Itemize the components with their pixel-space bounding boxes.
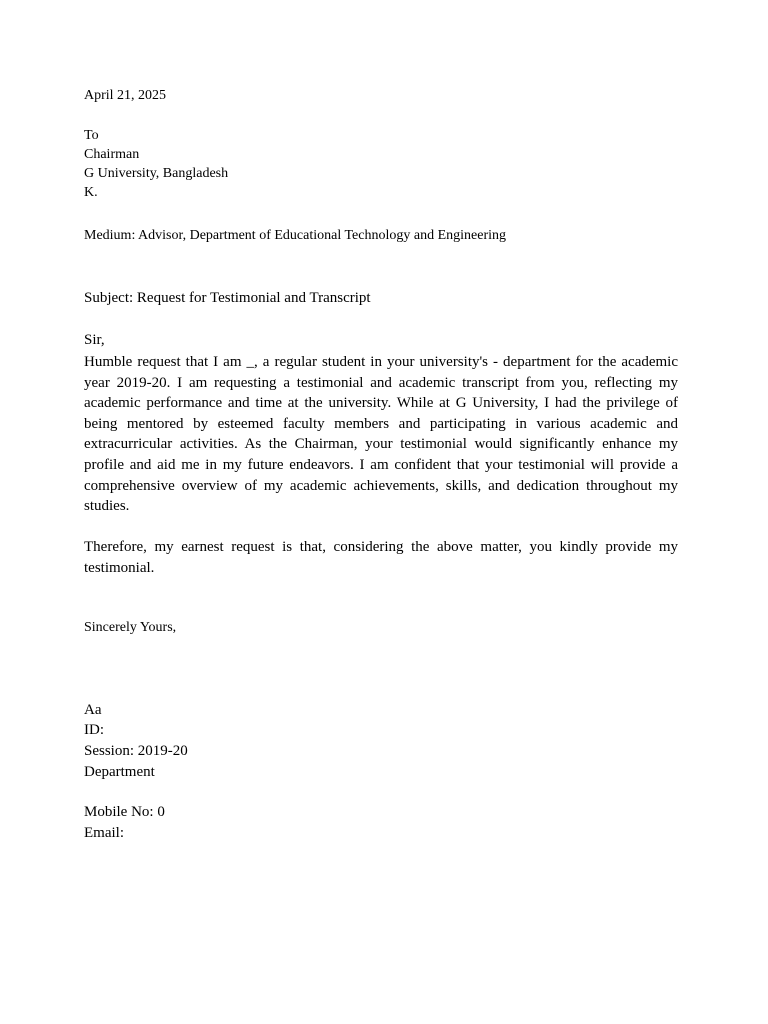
recipient-to: To (84, 128, 99, 143)
sender-session: Session: 2019-20 (84, 743, 188, 759)
subject-line: Subject: Request for Testimonial and Transcript (84, 290, 371, 306)
recipient-extra: K. (84, 185, 98, 200)
body-paragraph-2: Therefore, my earnest request is that, considering the above matter, you kindly provide my testimonial. (84, 539, 678, 576)
sender-department: Department (84, 764, 155, 780)
sender-mobile: Mobile No: 0 (84, 804, 165, 820)
closing: Sincerely Yours, (84, 620, 177, 635)
sender-email: Email: (84, 825, 124, 841)
medium-line: Medium: Advisor, Department of Educational Technology and Engineering (84, 228, 506, 243)
salutation: Sir, (84, 332, 105, 348)
body-paragraph-1: Humble request that I am _, a regular student in your university's - department for the academic year 2019-20. I am requesting a testimonial and academic transcript from you, reflecting my academic performance and time at the university. While at G University, I had the privilege of being mentored by esteemed faculty members and participating in various academic and extracurricular activities. As the Chairman, your testimonial would significantly enhance my profile and aid me in my future endeavors. I am confident that your testimonial will provide a comprehensive overview of my academic achievements, skills, and dedication throughout my studies. (84, 354, 678, 515)
sender-name: Aa (84, 702, 102, 718)
letter-date: April 21, 2025 (84, 88, 167, 103)
sender-id: ID: (84, 722, 104, 738)
recipient-institution: G University, Bangladesh (84, 166, 229, 181)
recipient-title: Chairman (84, 147, 140, 162)
